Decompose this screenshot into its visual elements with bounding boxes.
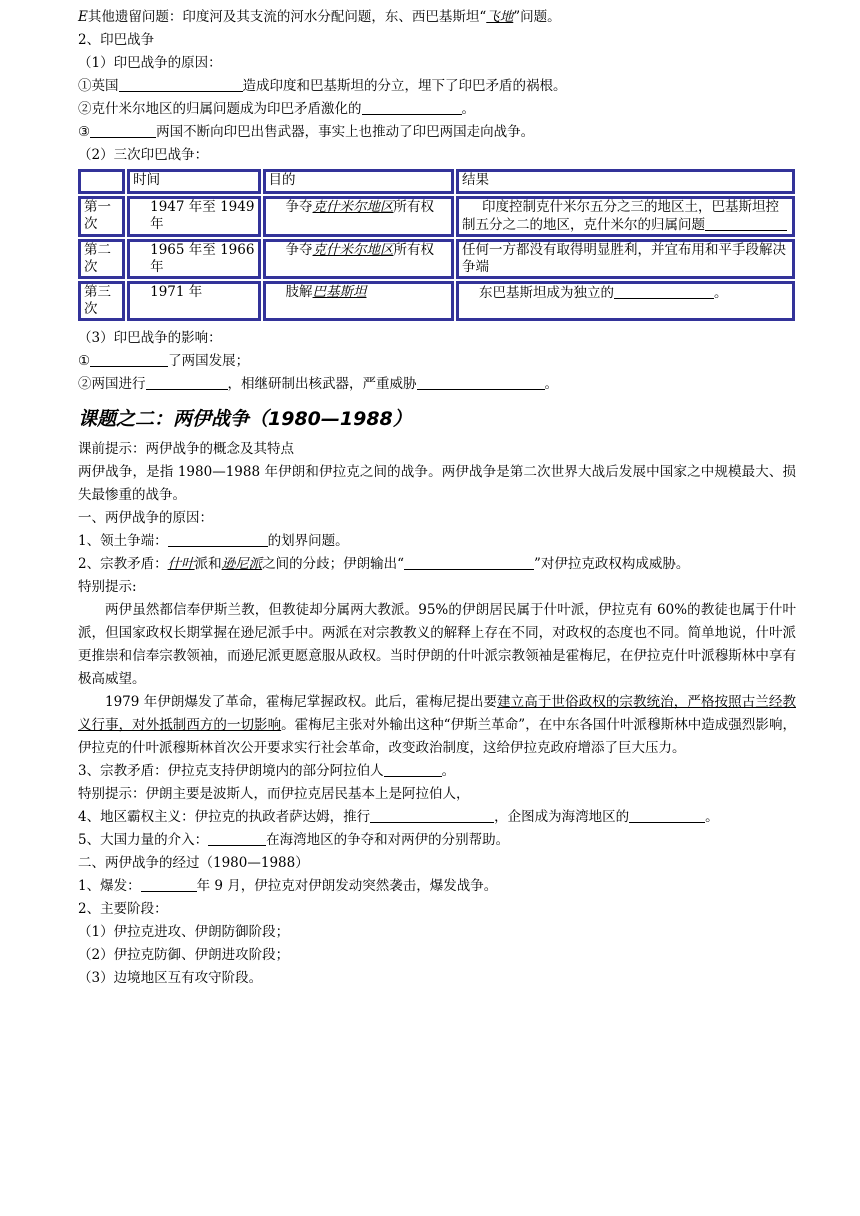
section-causes-title: 一、两伊战争的原因： (78, 510, 213, 526)
result-text: 东巴基斯坦成为独立的 (479, 285, 615, 301)
goal-target: 巴基斯坦 (312, 284, 367, 300)
special-hint-label: 特别提示: (78, 579, 137, 595)
leftover-issues-end: ”问题。 (513, 9, 561, 25)
war-label: 第一次 (78, 196, 125, 237)
war-label: 第三次 (78, 281, 125, 321)
reason-5-start: 5、大国力量的介入： (78, 832, 209, 848)
reason-4-end: 。 (705, 809, 719, 825)
impact-2-end: 。 (544, 376, 558, 392)
war-label: 第二次 (78, 239, 125, 279)
blank-5 (146, 375, 228, 390)
table-header-cell: 结果 (456, 169, 795, 194)
table-row (78, 281, 795, 321)
reason-2-mid: 派和 (194, 556, 222, 572)
table-row (78, 239, 795, 279)
section-course-title: 二、两伊战争的经过（1980—1988） (78, 855, 309, 871)
phase-1: （1）伊拉克进攻、伊朗防御阶段； (78, 924, 290, 940)
course-1-end: 年 9 月，伊拉克对伊朗发动突然袭击，爆发战争。 (196, 878, 498, 894)
table-row (78, 196, 795, 237)
course-2: 2、主要阶段： (78, 901, 168, 917)
reason-4-mid: ，企图成为海湾地区的 (494, 809, 630, 825)
impact-1-end: 了两国发展； (168, 353, 250, 369)
three-wars-heading: （2）三次印巴战争： (78, 147, 209, 163)
leftover-issues-line (78, 6, 796, 29)
blank-6 (417, 375, 545, 390)
blank-8 (404, 555, 534, 570)
causes-heading: （1）印巴战争的原因： (78, 55, 222, 71)
war-time: 1947 年至 1949 年 (127, 196, 260, 237)
war-result (456, 239, 795, 279)
cause-1-end: 造成印度和巴基斯坦的分立，埋下了印巴矛盾的祸根。 (242, 78, 567, 94)
phase-2: （2）伊拉克防御、伊朗进攻阶段； (78, 947, 290, 963)
table-header-cell (78, 169, 125, 194)
reason-2-mid2: 之间的分歧；伊朗输出“ (262, 556, 404, 572)
reason-1-end: 的划界问题。 (267, 533, 349, 549)
revolution-start: 1979 年伊朗爆发了革命，霍梅尼掌握政权。此后，霍梅尼提出要 (105, 694, 498, 710)
blank-2 (362, 100, 462, 115)
reason-5 (78, 829, 796, 852)
impact-heading: （3）印巴战争的影响： (78, 330, 222, 346)
blank-10 (370, 808, 494, 823)
topic-2-title: 课题之二：两伊战争（1980—1988） (78, 408, 412, 430)
section-indo-pak-war: 2、印巴战争 (78, 32, 155, 48)
cause-1 (78, 75, 796, 98)
goal-verb: 肢解 (285, 284, 313, 300)
pre-class-hint: 课前提示：两伊战争的概念及其特点 (78, 441, 294, 457)
cause-1-start: ①英国 (78, 78, 119, 94)
course-1-start: 1、爆发： (78, 878, 141, 894)
reason-2-start: 2、宗教矛盾： (78, 556, 168, 572)
shia-term: 什叶 (167, 556, 195, 572)
ethnic-hint: 特别提示：伊朗主要是波斯人，而伊拉克居民基本上是阿拉伯人， (78, 786, 470, 802)
cause-3-start: ③ (78, 124, 91, 140)
blank-11 (629, 808, 705, 823)
blank-7 (168, 532, 268, 547)
reason-2-end: ”对伊拉克政权构成威胁。 (534, 556, 690, 572)
impact-1 (78, 350, 796, 373)
reason-4 (78, 806, 796, 829)
phase-3: （3）边境地区互有攻守阶段。 (78, 970, 263, 986)
item-letter: E (78, 9, 88, 25)
result-blank (614, 284, 714, 299)
result-text: 印度控制克什米尔五分之三的地区土，巴基斯坦控制五分之二的地区，克什米尔的归属问题 (462, 199, 780, 233)
table-header-cell: 目的 (263, 169, 455, 194)
impact-2-start: ②两国进行 (78, 376, 146, 392)
result-text: 任何一方都没有取得明显胜利，并宜布用和平手段解决争端 (462, 242, 787, 275)
war-time: 1965 年至 1966 年 (127, 239, 260, 279)
table-header-cell: 时间 (127, 169, 260, 194)
enclave-term: 飞地 (486, 9, 514, 25)
sect-paragraph: 两伊虽然都信奉伊斯兰教，但教徒却分属两大教派。95%的伊朗居民属于什叶派，伊拉克有 60%的教徒也属于什叶派，但国家政权长期掌握在逊尼派手中。两派在对宗教教义的解释上存在不同，对政权的态度也不同。简单地说，什叶派更推崇和信奉宗教领袖，而逊尼派更愿意服从政权。当时伊朗的什叶派宗教领袖是霍梅尼，在伊拉克什叶派穆斯林中享有极高威望。 (78, 602, 796, 687)
reason-3-start: 3、宗教矛盾：伊拉克支持伊朗境内的部分阿拉伯人 (78, 763, 384, 779)
reason-5-end: 在海湾地区的争夺和对两伊的分别帮助。 (266, 832, 510, 848)
revolution-end: 。霍梅尼主张对外输出这种“伊斯兰革命”，在中东各国什叶派穆斯林中造成强烈影响，伊拉克的什叶派穆斯林首次公开要求实行社会革命，改变政治制度，这给伊拉克政府增添了巨大压力。 (78, 717, 796, 756)
war-goal (263, 281, 455, 321)
definition-paragraph: 两伊战争，是指 1980—1988 年伊朗和伊拉克之间的战争。两伊战争是第二次世界大战后发展中国家之中规模最大、损失最惨重的战争。 (78, 464, 796, 503)
impact-2-mid: ，相继研制出核武器，严重威胁 (227, 376, 417, 392)
impact-2 (78, 373, 796, 396)
wars-table (76, 167, 797, 323)
cause-2-end: 。 (461, 101, 475, 117)
result-end: 。 (714, 285, 728, 301)
reason-2 (78, 553, 796, 576)
goal-verb: 争夺 (285, 199, 313, 215)
blank-4 (90, 352, 168, 367)
war-goal (263, 239, 455, 279)
reason-1-start: 1、领土争端： (78, 533, 168, 549)
reason-3 (78, 760, 796, 783)
revolution-paragraph (78, 691, 796, 760)
blank-3 (90, 123, 156, 138)
blank-13 (141, 877, 197, 892)
cause-2 (78, 98, 796, 121)
leftover-issues-text: 其他遗留问题：印度河及其支流的河水分配问题，东、西巴基斯坦“ (87, 9, 487, 25)
cause-3-end: 两国不断向印巴出售武器，事实上也推动了印巴两国走向战争。 (156, 124, 535, 140)
sunni-term: 逊尼派 (221, 556, 263, 572)
goal-target: 克什米尔地区 (312, 199, 394, 215)
war-time: 1971 年 (127, 281, 260, 321)
cause-2-start: ②克什米尔地区的归属问题成为印巴矛盾激化的 (78, 101, 362, 117)
war-result (456, 196, 795, 237)
blank-12 (208, 831, 266, 846)
war-goal (263, 196, 455, 237)
goal-target: 克什米尔地区 (312, 242, 394, 258)
reason-1 (78, 530, 796, 553)
reason-4-start: 4、地区霸权主义：伊拉克的执政者萨达姆，推行 (78, 809, 371, 825)
course-1 (78, 875, 796, 898)
goal-end: 所有权 (393, 199, 434, 215)
war-result (456, 281, 795, 321)
blank-1 (119, 77, 243, 92)
goal-end: 所有权 (393, 242, 434, 258)
table-header-row (78, 169, 795, 194)
result-blank (705, 216, 787, 231)
impact-1-start: ① (78, 353, 91, 369)
blank-9 (384, 762, 442, 777)
cause-3 (78, 121, 796, 144)
revolution-underlined: 建立高于世俗政权的宗教统治，严格按照古兰经教义行事，对外抵制西方的一切影响 (78, 694, 796, 733)
reason-3-end: 。 (441, 763, 456, 779)
goal-verb: 争夺 (285, 242, 313, 258)
